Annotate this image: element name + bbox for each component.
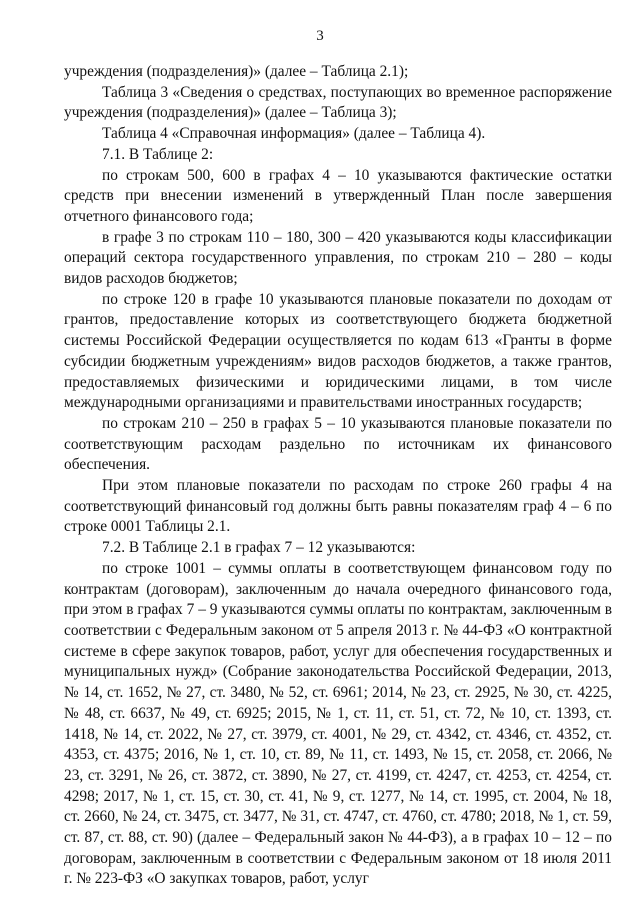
- section-heading-7-2: 7.2. В Таблице 2.1 в графах 7 – 12 указываются:: [102, 539, 416, 557]
- paragraph-column-3-codes: в графе 3 по строкам 110 – 180, 300 – 420 указываются коды классификации операций сектора государственного управления, по строкам 210 – 280 – коды видов расходов бюджетов;: [64, 228, 612, 288]
- paragraph-table-2-1-continuation: учреждения (подразделения)» (далее – Таблица 2.1);: [64, 63, 409, 80]
- paragraph-table-4: Таблица 4 «Справочная информация» (далее – Таблица 4).: [102, 125, 486, 143]
- paragraph-row-1001: по строке 1001 – суммы оплаты в соответствующем финансовом году по контрактам (договорам), заключенным до начала очередного финансового года, при этом в графах 7 – 9 указываются суммы оплаты по контрактам, заключенным в соответствии с Федеральным законом от 5 апреля 2013 г. № 44-ФЗ «О контрактной системе в сфере закупок товаров, работ, услуг для обеспечения государственных и муниципальных нужд» (Собрание законодательства Российской Федерации, 2013, № 14, ст. 1652, № 27, ст. 3480, № 52, ст. 6961; 2014, № 23, ст. 2925, № 30, ст. 4225, № 48, ст. 6637, № 49, ст. 6925; 2015, № 1, ст. 11, ст. 51, ст. 72, № 10, ст. 1393, ст. 1418, № 14, ст. 2022, № 27, ст. 3979, ст. 4001, № 29, ст. 4342, ст. 4346, ст. 4352, ст. 4353, ст. 4375; 2016, № 1, ст. 10, ст. 89, № 11, ст. 1493, № 15, ст. 2058, ст. 2066, № 23, ст. 3291, № 26, ст. 3872, ст. 3890, № 27, ст. 4199, ст. 4247, ст. 4253, ст. 4254, ст. 4298; 2017, № 1, ст. 15, ст. 30, ст. 41, № 9, ст. 1277, № 14, ст. 1995, ст. 2004, № 18, ст. 2660, № 24, ст. 3475, ст. 3477, № 31, ст. 4747, ст. 4760, ст. 4780; 2018, № 1, ст. 59, ст. 87, ст. 88, ст. 90) (далее – Федеральный закон № 44-ФЗ), а в графах 10 – 12 – по договорам, заключенным в соответствии с Федеральным законом от 18 июля 2011 г. № 223-ФЗ «О закупках товаров, работ, услуг: [64, 559, 612, 888]
- paragraph-rows-210-250: по строкам 210 – 250 в графах 5 – 10 указываются плановые показатели по соответствующим расходам раздельно по источникам их финансового обеспечения.: [64, 414, 612, 474]
- paragraph-row-260: При этом плановые показатели по расходам по строке 260 графы 4 на соответствующий финансовый год должны быть равны показателям граф 4 – 6 по строке 0001 Таблицы 2.1.: [64, 477, 612, 536]
- page-number: 3: [316, 28, 324, 44]
- document-body: [64, 62, 612, 890]
- paragraph-table-3: Таблица 3 «Сведения о средствах, поступающих во временное распоряжение учреждения (подразделения)» (далее – Таблица 3);: [64, 83, 612, 122]
- paragraph-rows-500-600: по строкам 500, 600 в графах 4 – 10 указываются фактические остатки средств при внесении изменений в утвержденный План после завершения отчетного финансового года;: [64, 166, 612, 225]
- section-heading-7-1: 7.1. В Таблице 2:: [102, 145, 214, 163]
- paragraph-row-120-grants: по строке 120 в графе 10 указываются плановые показатели по доходам от грантов, предоставление которых из соответствующего бюджета бюджетной системы Российской Федерации осуществляется по кодам 613 «Гранты в форме субсидии бюджетным учреждениям» видов расходов бюджетов, а также грантов, предоставляемых физическими и юридическими лицами, в том числе международными организациями и правительствами иностранных государств;: [64, 290, 612, 412]
